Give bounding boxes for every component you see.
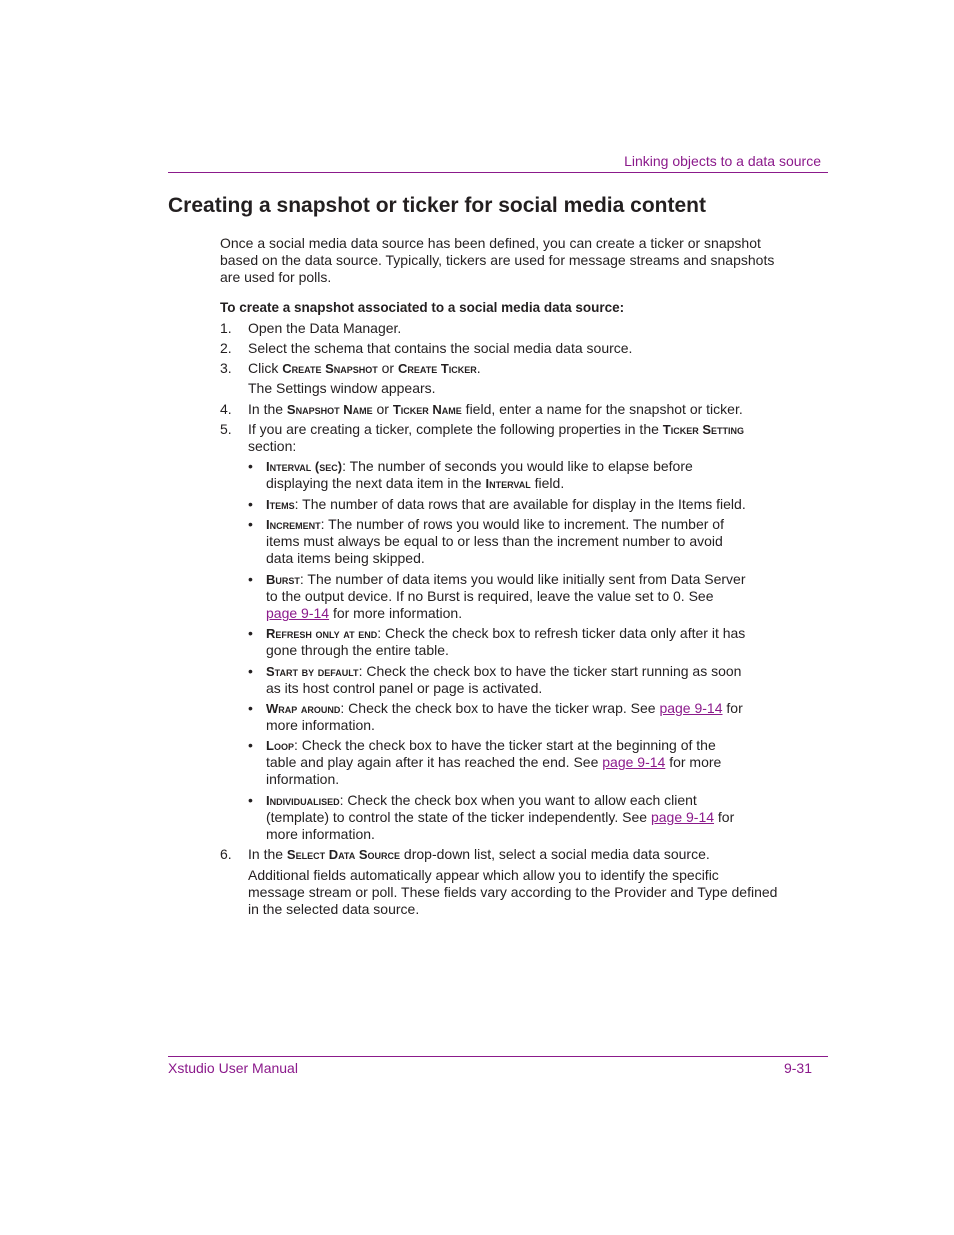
step-number: 4.	[220, 401, 232, 417]
page-link[interactable]: page 9-14	[602, 754, 666, 771]
step-text: Open the Data Manager.	[248, 320, 402, 336]
footer-manual-title: Xstudio User Manual	[168, 1060, 298, 1076]
property-term: Refresh only at end	[266, 626, 378, 641]
property-burst: Burst: The number of data items you would like initially sent from Data Server to the output device. If no Burst is required, leave the value set to 0. See page 9-14 for more information.	[266, 571, 746, 622]
step-number: 6.	[220, 846, 232, 862]
step-number: 2.	[220, 340, 232, 356]
bullet: •	[248, 737, 253, 753]
procedure-heading: To create a snapshot associated to a social media data source:	[220, 300, 625, 315]
step-text: If you are creating a ticker, complete the following properties in the Ticker Setting section:	[248, 421, 745, 455]
step-text: In the Select Data Source drop-down list, select a social media data source.	[248, 846, 710, 862]
ui-term: Create Ticker	[397, 361, 477, 376]
property-term: Loop	[266, 738, 294, 753]
property-term: Individualised	[266, 793, 340, 808]
step-number: 3.	[220, 360, 232, 376]
property-wrap-around: Wrap around: Check the check box to have the ticker wrap. See page 9-14 for more information.	[266, 700, 743, 734]
page-link[interactable]: page 9-14	[650, 809, 715, 826]
property-term: Burst	[266, 572, 300, 587]
step-text: In the Snapshot Name or Ticker Name field, enter a name for the snapshot or ticker.	[248, 401, 743, 417]
bullet: •	[248, 625, 253, 641]
property-term: Start by default	[266, 664, 359, 679]
property-term: Wrap around	[266, 701, 341, 716]
step-note: Additional fields automatically appear which allow you to identify the specific message stream or poll. These fields vary according to the Provider and Type defined in the selected data source.	[248, 867, 778, 918]
property-term: Interval (sec)	[266, 459, 343, 474]
bullet: •	[248, 571, 253, 587]
header-rule	[168, 172, 828, 173]
step-number: 5.	[220, 421, 232, 437]
property-increment: Increment: The number of rows you would like to increment. The number of items must always be equal to or less than the increment number to avoid data items being skipped.	[266, 516, 724, 567]
step-number: 1.	[220, 320, 232, 336]
bullet: •	[248, 792, 253, 808]
running-header: Linking objects to a data source	[624, 153, 821, 169]
page-link[interactable]: page 9-14	[266, 605, 330, 622]
property-term: Increment	[266, 517, 321, 532]
bullet: •	[248, 516, 253, 532]
bullet: •	[248, 663, 253, 679]
page-link[interactable]: page 9-14	[659, 700, 723, 716]
ui-term: Snapshot Name	[286, 402, 373, 417]
footer-page-number: 9-31	[783, 1060, 812, 1076]
ui-term: Ticker Name	[392, 402, 462, 417]
property-loop: Loop: Check the check box to have the ticker start at the beginning of the table and play again after it has reached the end. See page 9-14 for more information.	[266, 737, 722, 788]
property-interval: Interval (sec): The number of seconds you would like to elapse before displaying the next data item in the Interval field.	[266, 458, 693, 492]
bullet: •	[248, 700, 253, 716]
ui-term: Ticker Setting	[662, 422, 745, 437]
footer-rule	[168, 1056, 828, 1057]
property-start-by-default: Start by default: Check the check box to have the ticker start running as soon as its host control panel or page is activated.	[266, 663, 742, 697]
property-term: Items	[266, 497, 295, 512]
property-refresh-only-at-end: Refresh only at end: Check the check box to refresh ticker data only after it has gone through the entire table.	[266, 625, 746, 659]
property-individualised: Individualised: Check the check box when you want to allow each client (template) to control the state of the ticker independently. See page 9-14 for more information.	[266, 792, 735, 843]
intro-paragraph: Once a social media data source has been defined, you can create a ticker or snapshot based on the data source. Typically, tickers are used for message streams and snapshots are used for polls.	[220, 235, 775, 286]
step-text: Select the schema that contains the social media data source.	[248, 340, 633, 356]
ui-term: Select Data Source	[286, 847, 401, 862]
property-items: Items: The number of data rows that are available for display in the Items field.	[266, 496, 746, 512]
bullet: •	[248, 458, 253, 474]
step-result: The Settings window appears.	[248, 380, 436, 396]
page-title: Creating a snapshot or ticker for social media content	[168, 194, 706, 217]
bullet: •	[248, 496, 253, 512]
ui-term: Create Snapshot	[282, 361, 378, 376]
ui-term: Interval	[485, 476, 531, 492]
step-text: Click Create Snapshot or Create Ticker.	[248, 360, 481, 376]
